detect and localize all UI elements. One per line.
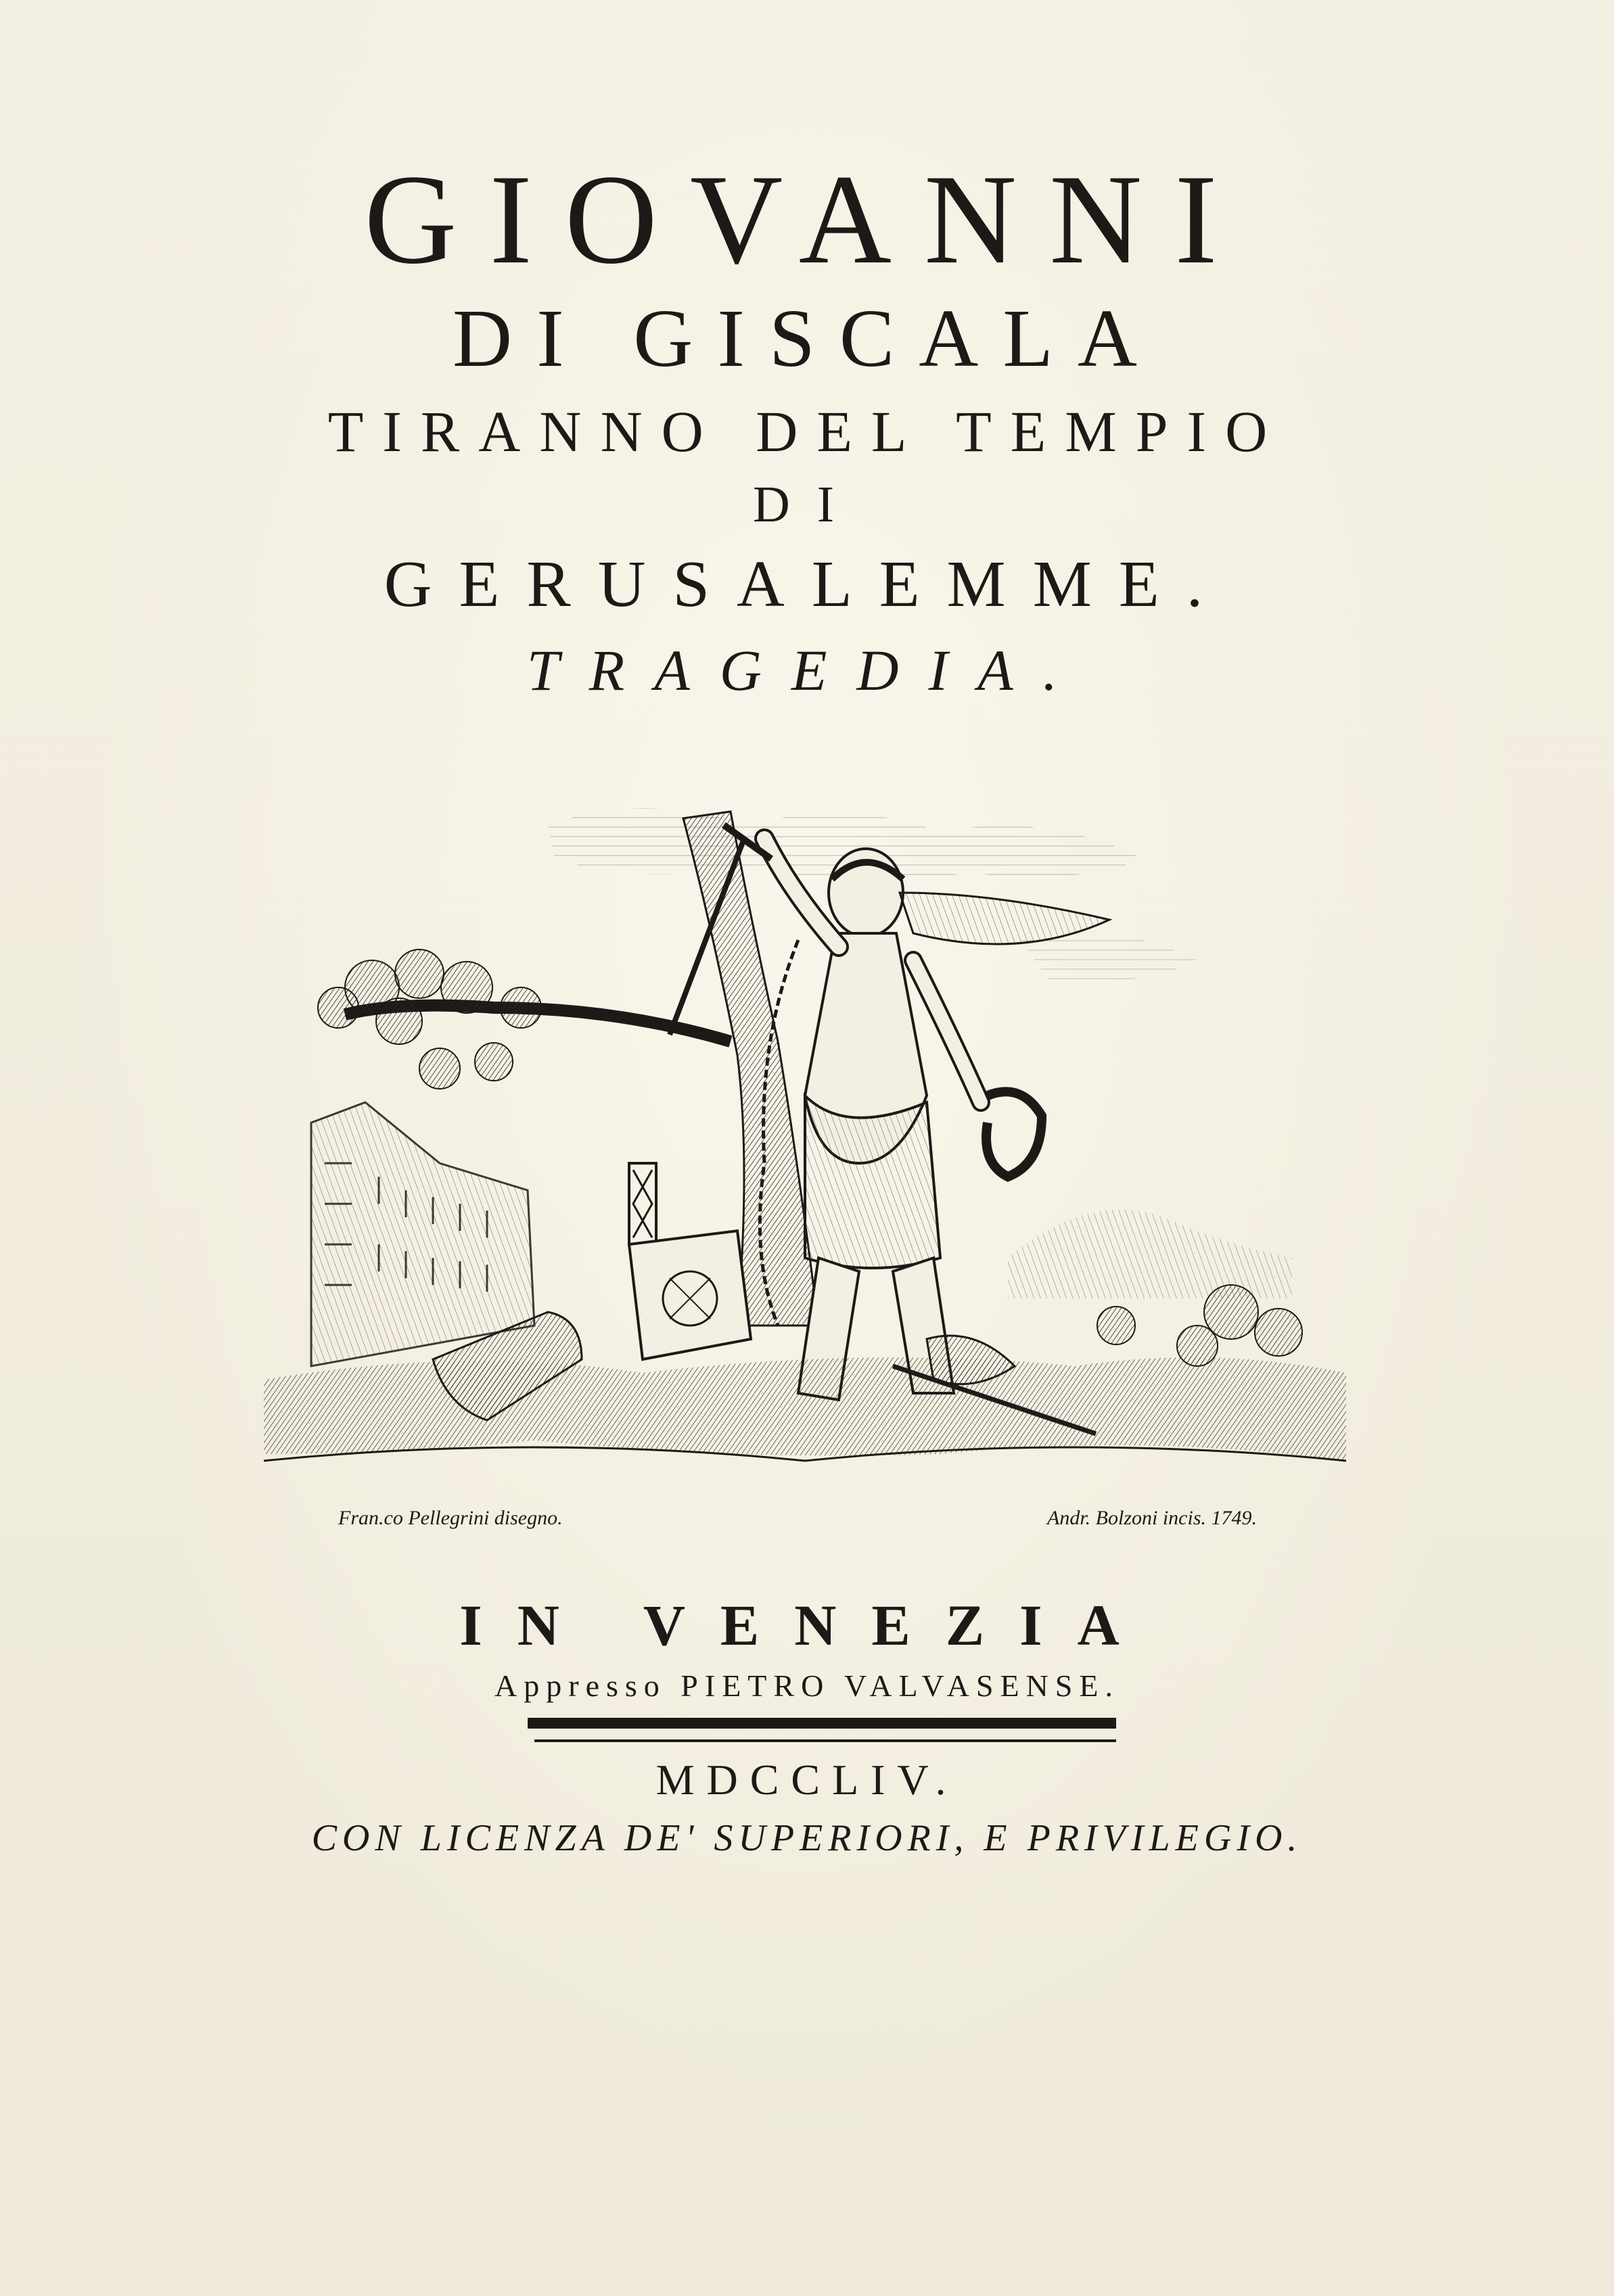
imprint-license: CON LICENZA DE' SUPERIORI, E PRIVILEGIO. [311,1817,1303,1859]
engraver-credit: Andr. Bolzoni incis. 1749. [1047,1507,1258,1529]
title-line-1: GIOVANNI [364,149,1250,291]
title-line-4: DI [752,476,862,533]
imprint-publisher: Appresso PIETRO VALVASENSE. [494,1668,1120,1703]
imprint-place: IN VENEZIA [459,1593,1155,1658]
thick-rule [528,1718,1116,1729]
designer-credit: Fran.co Pellegrini disegno. [338,1507,563,1529]
title-line-5: GERUSALEMME. [384,548,1230,621]
imprint-year: MDCCLIV. [655,1756,959,1804]
engraved-vignette [264,784,1346,1515]
title-line-2: DI GISCALA [453,293,1161,384]
genre-line: TRAGEDIA. [526,638,1088,703]
thin-rule [534,1739,1116,1742]
title-line-3: TIRANNO DEL TEMPIO [327,399,1287,464]
colosseum-ruin [311,1102,534,1366]
